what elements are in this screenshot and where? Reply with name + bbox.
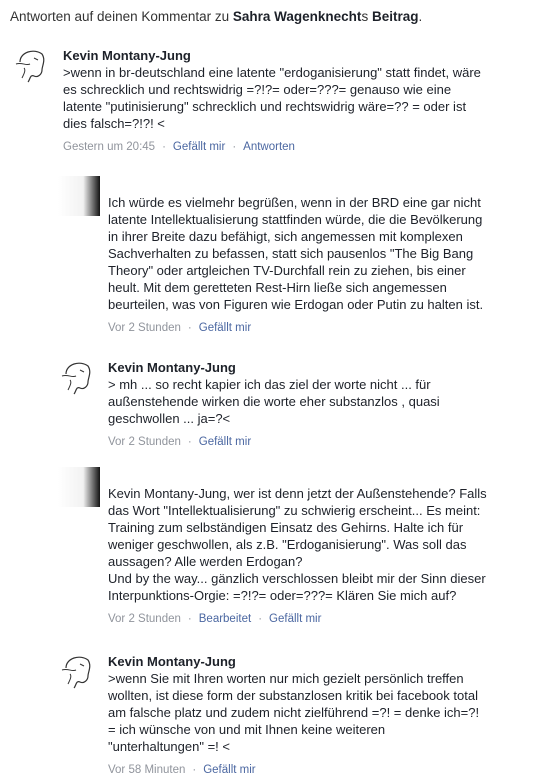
avatar-sketch-icon	[58, 650, 98, 690]
notification-header	[10, 9, 422, 24]
comment-text: > mh ... so recht kapier ich das ziel der worte nicht ... für außenstehende wirken die worte eher substanzlos , quasi geschwollen ... ja=?<	[108, 377, 440, 426]
comment-author[interactable]: Kevin Montany-Jung	[63, 48, 191, 63]
reply-button[interactable]: Antworten	[243, 141, 295, 153]
comment-timestamp[interactable]: Gestern um 20:45	[63, 141, 156, 153]
comment-author[interactable]: Kevin Montany-Jung	[108, 360, 236, 375]
comment-text: >wenn in br-deutschland eine latente "erdoganisierung" statt findet, wäre es schrecklich und rechtswidrig =?!?= oder=???= genauso wie eine latente "putinisierung" schrecklich und rechtswidrig wäre=?? = oder ist dies falsch=?!?! <	[63, 65, 481, 131]
avatar[interactable]	[58, 467, 100, 507]
like-button[interactable]: Gefällt mir	[198, 322, 252, 334]
header-possessive: s	[361, 9, 372, 24]
comment-meta: Vor 2 Stunden · Bearbeitet · Gefällt mir	[108, 613, 322, 625]
like-button[interactable]: Gefällt mir	[198, 436, 252, 448]
comment-meta: Vor 2 Stunden · Gefällt mir	[108, 436, 252, 448]
like-button[interactable]: Gefällt mir	[203, 764, 256, 776]
comment-author[interactable]	[108, 180, 534, 194]
like-button[interactable]: Gefällt mir	[172, 141, 226, 153]
comment-meta: Gestern um 20:45 · Gefällt mir · Antworten	[63, 141, 295, 153]
comment-text: >wenn Sie mit Ihren worten nur mich gezielt persönlich treffen wollten, ist diese form der substanzlosen kritik bei facebook total am falsche platz und zudem nicht zielführend =?! = denke ich=?! = ich wünsche von und mit Ihnen keine weiteren "unterhaltungen" =! <	[108, 671, 480, 754]
avatar-sketch-icon	[12, 44, 52, 84]
header-prefix: Antworten auf deinen Kommentar zu	[10, 9, 233, 24]
comment-timestamp[interactable]: Vor 2 Stunden	[108, 436, 181, 448]
comment-meta: Vor 2 Stunden · Gefällt mir	[108, 322, 252, 334]
comment-timestamp[interactable]: Vor 2 Stunden	[108, 613, 181, 625]
comment-meta: Vor 58 Minuten · Gefällt mir	[108, 764, 256, 776]
edited-indicator[interactable]: Bearbeitet	[198, 613, 252, 625]
comment-author[interactable]	[108, 471, 534, 485]
post-link[interactable]: Beitrag	[371, 9, 419, 24]
comment-timestamp[interactable]: Vor 2 Stunden	[108, 322, 181, 334]
avatar[interactable]	[12, 44, 52, 84]
comment-timestamp[interactable]: Vor 58 Minuten	[108, 764, 186, 776]
post-author-link[interactable]: Sahra Wagenknecht	[232, 9, 362, 24]
avatar[interactable]	[58, 176, 100, 216]
comment-text: Ich würde es vielmehr begrüßen, wenn in der BRD eine gar nicht latente Intellektualisierung stattfinden würde, die die Bevölkerung in ihrer Breite dazu befähigt, sich angemessen mit komplexen Sachverhalten zu befassen, statt sich pausenlos "The Big Bang Theory" oder artgleichen TV-Durchfall rein zu ziehen, bis einer heult. Mit dem geretteten Rest-Hirn ließe sich angemessen beurteilen, was von Figuren wie Erdogan oder Putin zu halten ist.	[108, 195, 484, 312]
avatar[interactable]	[58, 356, 98, 396]
avatar-sketch-icon	[58, 356, 98, 396]
comment-author[interactable]: Kevin Montany-Jung	[108, 654, 236, 669]
avatar[interactable]	[58, 650, 98, 690]
like-button[interactable]: Gefällt mir	[269, 613, 322, 625]
comment-text: Kevin Montany-Jung, wer ist denn jetzt der Außenstehende? Falls das Wort "Intellektualisierung" zu schwierig erscheint... Es meint: Training zum selbständigen Einsatz des Gehirns. Halte ich für weniger geschwollen, als z.B. "Erdoganisierung". Was soll das aussagen? Alle werden Erdogan? Und by the way... gänzlich verschlossen bleibt mir der Sinn dieser Interpunktions-Orgie: =?!?= oder=???= Klären Sie mich auf?	[108, 486, 487, 603]
header-suffix: .	[418, 9, 423, 24]
